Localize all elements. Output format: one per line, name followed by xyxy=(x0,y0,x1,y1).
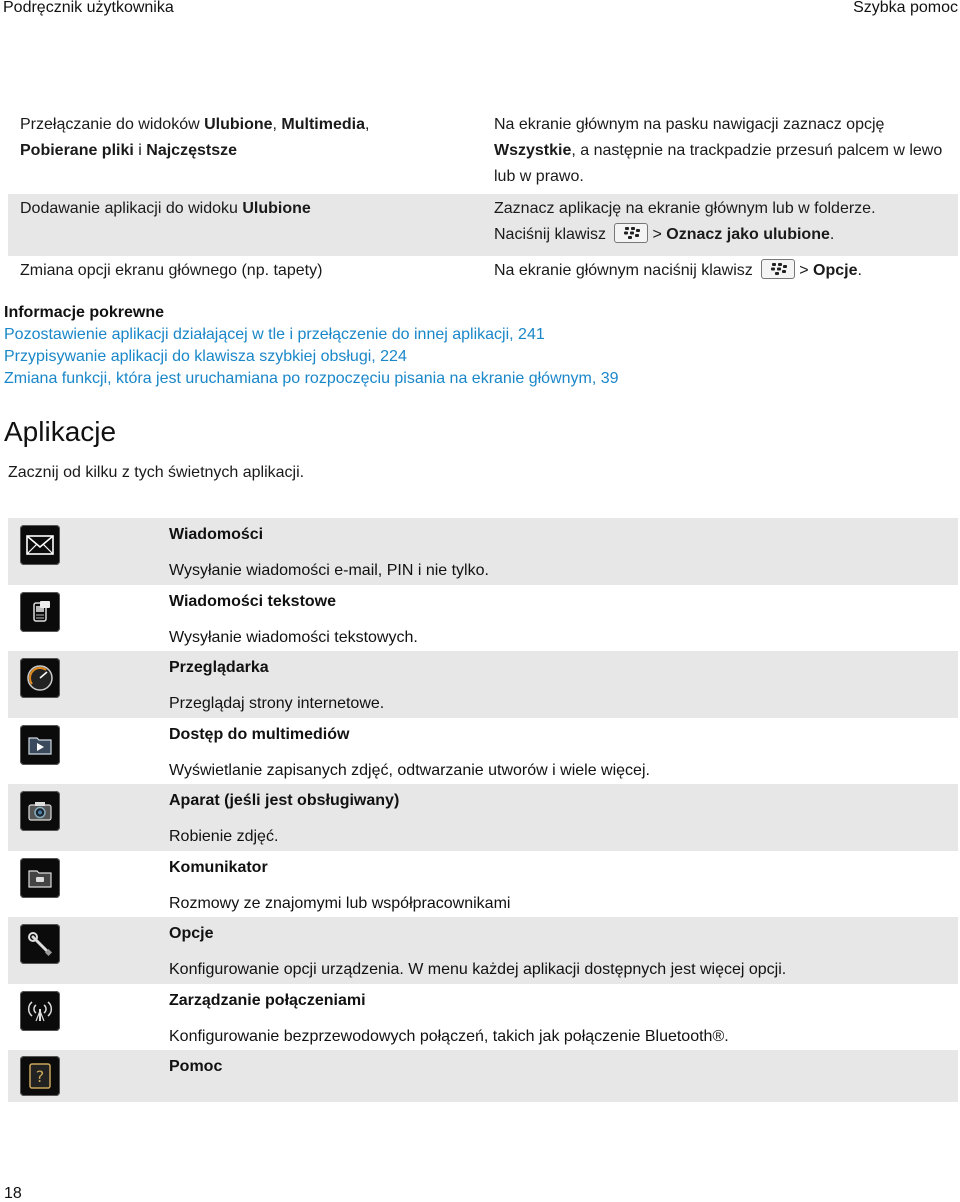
quick-help-row xyxy=(8,256,958,290)
quick-help-row xyxy=(8,194,958,256)
text-message-icon xyxy=(20,592,60,632)
quick-help-row xyxy=(8,112,958,194)
app-name: Dostęp do multimediów xyxy=(169,725,350,743)
quick-help-instruction: Na ekranie głównym na pasku nawigacji zaznacz opcję Wszystkie, a następnie na trackpadzie przesuń palcem w lewo lub w prawo. xyxy=(494,116,943,185)
page-number: 18 xyxy=(4,1185,22,1202)
related-link[interactable]: Przypisywanie aplikacji do klawisza szybkiej obsługi, 224 xyxy=(4,348,407,365)
help-question-icon xyxy=(20,1056,60,1096)
camera-icon xyxy=(20,791,60,831)
section-title: Aplikacje xyxy=(4,416,117,447)
app-row-messenger xyxy=(8,851,958,918)
messenger-folder-icon xyxy=(20,858,60,898)
app-row-text-messages xyxy=(8,585,958,652)
quick-help-instruction: Na ekranie głównym naciśnij klawisz > Opcje. xyxy=(482,258,958,290)
app-name: Opcje xyxy=(169,925,214,942)
globe-browser-icon xyxy=(20,658,60,698)
blackberry-menu-key-icon xyxy=(761,259,795,279)
svg-text:?: ? xyxy=(35,1067,45,1086)
app-description: Rozmowy ze znajomymi lub współpracownikami xyxy=(169,894,511,912)
blackberry-menu-key-icon xyxy=(614,223,648,243)
app-name: Pomoc xyxy=(169,1058,223,1075)
app-description: Wysyłanie wiadomości tekstowych. xyxy=(169,628,418,646)
app-row-browser xyxy=(8,651,958,718)
quick-help-instruction: Zaznacz aplikację na ekranie głównym lub w folderze. Naciśnij klawisz > Oznacz jako ulubione. xyxy=(494,200,876,243)
related-link[interactable]: Pozostawienie aplikacji działającej w tle i przełączenie do innej aplikacji, 241 xyxy=(4,326,545,343)
app-description: Robienie zdjęć. xyxy=(169,828,279,845)
related-link[interactable]: Zmiana funkcji, która jest uruchamiana po rozpoczęciu pisania na ekranie głównym, 39 xyxy=(4,370,619,387)
quick-help-task: Dodawanie aplikacji do widoku Ulubione xyxy=(20,200,311,217)
header-section-title: Szybka pomoc xyxy=(853,0,958,16)
quick-help-task: Przełączanie do widoków Ulubione, Multimedia, Pobierane pliki i Najczęstsze xyxy=(20,116,370,159)
quick-help-table xyxy=(8,112,958,290)
section-intro: Zacznij od kilku z tych świetnych aplikacji. xyxy=(8,464,305,481)
app-description: Przeglądaj strony internetowe. xyxy=(169,695,385,712)
app-description: Wysyłanie wiadomości e-mail, PIN i nie tylko. xyxy=(169,562,489,579)
app-row-messages xyxy=(8,518,958,585)
envelope-icon xyxy=(20,525,60,565)
related-information xyxy=(4,302,619,390)
header-manual-title: Podręcznik użytkownika xyxy=(3,0,174,16)
app-name: Wiadomości xyxy=(169,526,264,543)
app-name: Komunikator xyxy=(169,858,268,876)
app-description: Konfigurowanie bezprzewodowych połączeń, takich jak połączenie Bluetooth®. xyxy=(169,1027,729,1045)
app-row-options xyxy=(8,917,958,984)
app-row-connections xyxy=(8,984,958,1051)
related-title: Informacje pokrewne xyxy=(4,304,165,321)
wireless-antenna-icon xyxy=(20,991,60,1031)
wrench-options-icon xyxy=(20,924,60,964)
app-name: Aparat (jeśli jest obsługiwany) xyxy=(169,792,400,809)
app-name: Wiadomości tekstowe xyxy=(169,592,337,610)
media-folder-icon xyxy=(20,725,60,765)
app-row-help xyxy=(8,1050,958,1102)
app-row-media xyxy=(8,718,958,785)
quick-help-task: Zmiana opcji ekranu głównego (np. tapety) xyxy=(20,262,323,279)
app-description: Wyświetlanie zapisanych zdjęć, odtwarzanie utworów i wiele więcej. xyxy=(169,761,650,779)
app-row-camera xyxy=(8,784,958,851)
app-description: Konfigurowanie opcji urządzenia. W menu każdej aplikacji dostępnych jest więcej opcji. xyxy=(169,961,787,978)
app-name: Zarządzanie połączeniami xyxy=(169,991,366,1009)
apps-table xyxy=(8,518,958,1102)
app-name: Przeglądarka xyxy=(169,659,269,676)
